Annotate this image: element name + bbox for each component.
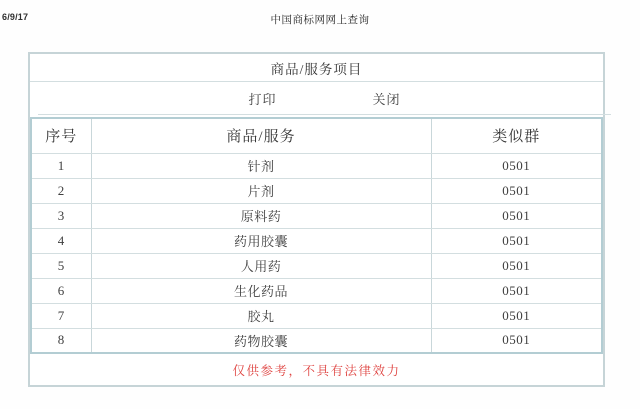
row-no: 8 xyxy=(31,328,91,353)
row-no: 4 xyxy=(31,228,91,253)
table-row xyxy=(31,278,602,303)
row-no: 7 xyxy=(31,303,91,328)
table-row xyxy=(31,328,602,353)
disclaimer-text: 仅供参考，不具有法律效力 xyxy=(232,363,401,378)
row-group: 0501 xyxy=(431,328,602,353)
panel-title: 商品/服务项目 xyxy=(30,54,603,82)
row-item: 药物胶囊 xyxy=(91,328,431,353)
page-date: 6/9/17 xyxy=(2,12,29,22)
row-no: 5 xyxy=(31,253,91,278)
row-group: 0501 xyxy=(431,178,602,203)
row-item: 针剂 xyxy=(91,153,431,178)
print-header xyxy=(0,12,640,26)
row-no: 3 xyxy=(31,203,91,228)
row-item: 片剂 xyxy=(91,178,431,203)
col-header-item: 商品/服务 xyxy=(91,118,431,153)
table-row xyxy=(31,153,602,178)
row-group: 0501 xyxy=(431,303,602,328)
col-header-group: 类似群 xyxy=(431,118,602,153)
close-button[interactable]: 关闭 xyxy=(372,91,401,107)
row-no: 6 xyxy=(31,278,91,303)
row-item: 人用药 xyxy=(91,253,431,278)
goods-table xyxy=(30,117,603,354)
table-header-row xyxy=(31,118,602,153)
row-group: 0501 xyxy=(431,203,602,228)
table-row xyxy=(31,178,602,203)
row-group: 0501 xyxy=(431,153,602,178)
table-row xyxy=(31,253,602,278)
page-title: 中国商标网网上查询 xyxy=(270,15,370,26)
row-no: 2 xyxy=(31,178,91,203)
print-button[interactable]: 打印 xyxy=(248,91,277,107)
row-group: 0501 xyxy=(431,278,602,303)
row-group: 0501 xyxy=(431,253,602,278)
table-row xyxy=(31,203,602,228)
row-item: 药用胶囊 xyxy=(91,228,431,253)
goods-services-panel xyxy=(28,52,605,387)
row-item: 原料药 xyxy=(91,203,431,228)
col-header-no: 序号 xyxy=(31,118,91,153)
actions-row xyxy=(38,82,611,115)
row-no: 1 xyxy=(31,153,91,178)
table-row xyxy=(31,228,602,253)
row-item: 胶丸 xyxy=(91,303,431,328)
table-row xyxy=(31,303,602,328)
row-group: 0501 xyxy=(431,228,602,253)
row-item: 生化药品 xyxy=(91,278,431,303)
